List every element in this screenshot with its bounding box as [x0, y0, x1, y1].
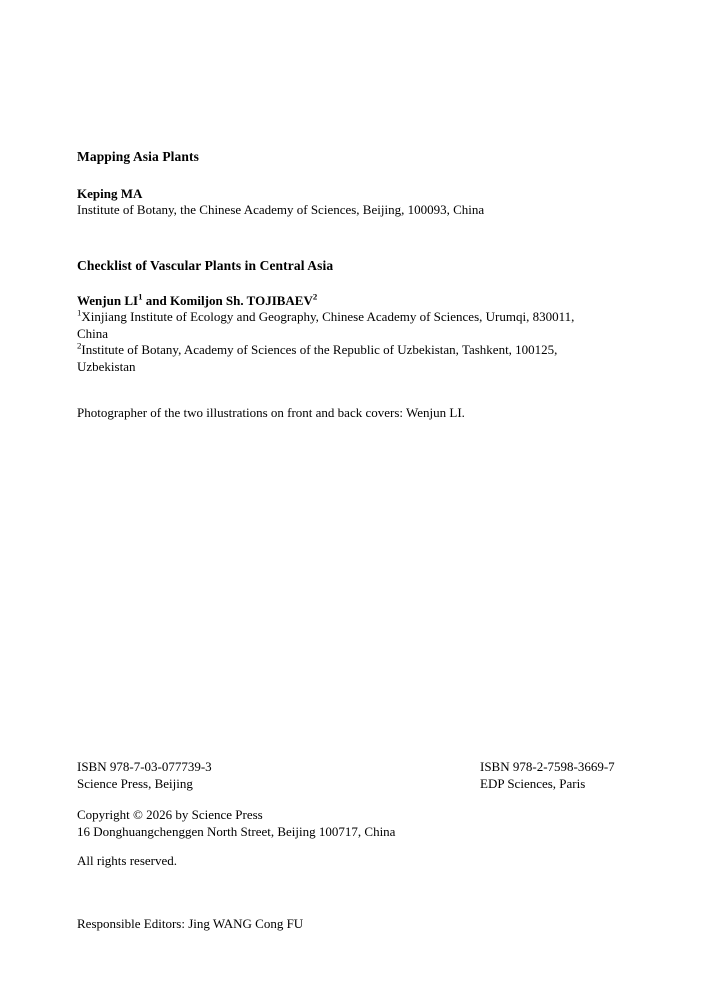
- affiliation-1-marker: 1: [77, 307, 82, 318]
- publisher-science-press: Science Press, Beijing: [77, 776, 193, 791]
- isbn-science-press: ISBN 978-7-03-077739-3: [77, 759, 212, 774]
- affiliation-1: [77, 309, 638, 342]
- affiliation-2-line-1: [77, 342, 638, 359]
- affiliation-2-text-line-1: Institute of Botany, Academy of Sciences of the Republic of Uzbekistan, Tashkent, 100125,: [81, 342, 558, 357]
- author-primary-affiliation-marker: 1: [138, 291, 143, 302]
- affiliation-1-text-line-2: China: [77, 325, 109, 341]
- rights-statement: All rights reserved.: [77, 853, 178, 868]
- author-conjunction-and-secondary-name: and Komiljon Sh. TOJIBAEV: [142, 293, 313, 308]
- publisher-address: 16 Donghuangchenggen North Street, Beijing 100717, China: [77, 824, 396, 839]
- isbn-column-right: [480, 758, 615, 792]
- affiliation-2: [77, 342, 638, 375]
- responsible-editors: Responsible Editors: Jing WANG Cong FU: [77, 916, 304, 931]
- author-primary-name: Wenjun LI: [77, 293, 139, 308]
- book-title: Checklist of Vascular Plants in Central Asia: [77, 258, 334, 273]
- affiliation-1-text-line-1: Xinjiang Institute of Ecology and Geography, Chinese Academy of Sciences, Urumqi, 830011,: [81, 309, 575, 324]
- author-secondary-affiliation-marker: 2: [312, 291, 318, 302]
- isbn-column-left: [77, 758, 212, 792]
- affiliation-2-text-line-2: Uzbekistan: [77, 358, 136, 374]
- author-line: [77, 292, 638, 309]
- photographer-credit: Photographer of the two illustrations on front and back covers: Wenjun LI.: [77, 405, 465, 420]
- series-editor-affiliation: Institute of Botany, the Chinese Academy of Sciences, Beijing, 100093, China: [77, 202, 485, 217]
- affiliation-1-line-1: [77, 309, 638, 326]
- isbn-edp-sciences: ISBN 978-2-7598-3669-7: [480, 759, 615, 774]
- affiliation-2-marker: 2: [77, 340, 82, 351]
- copyright-statement: Copyright © 2026 by Science Press: [77, 807, 263, 822]
- publisher-edp-sciences: EDP Sciences, Paris: [480, 776, 586, 791]
- series-title: Mapping Asia Plants: [77, 149, 199, 164]
- series-editor-name: Keping MA: [77, 186, 143, 201]
- copyright-block: [77, 806, 638, 840]
